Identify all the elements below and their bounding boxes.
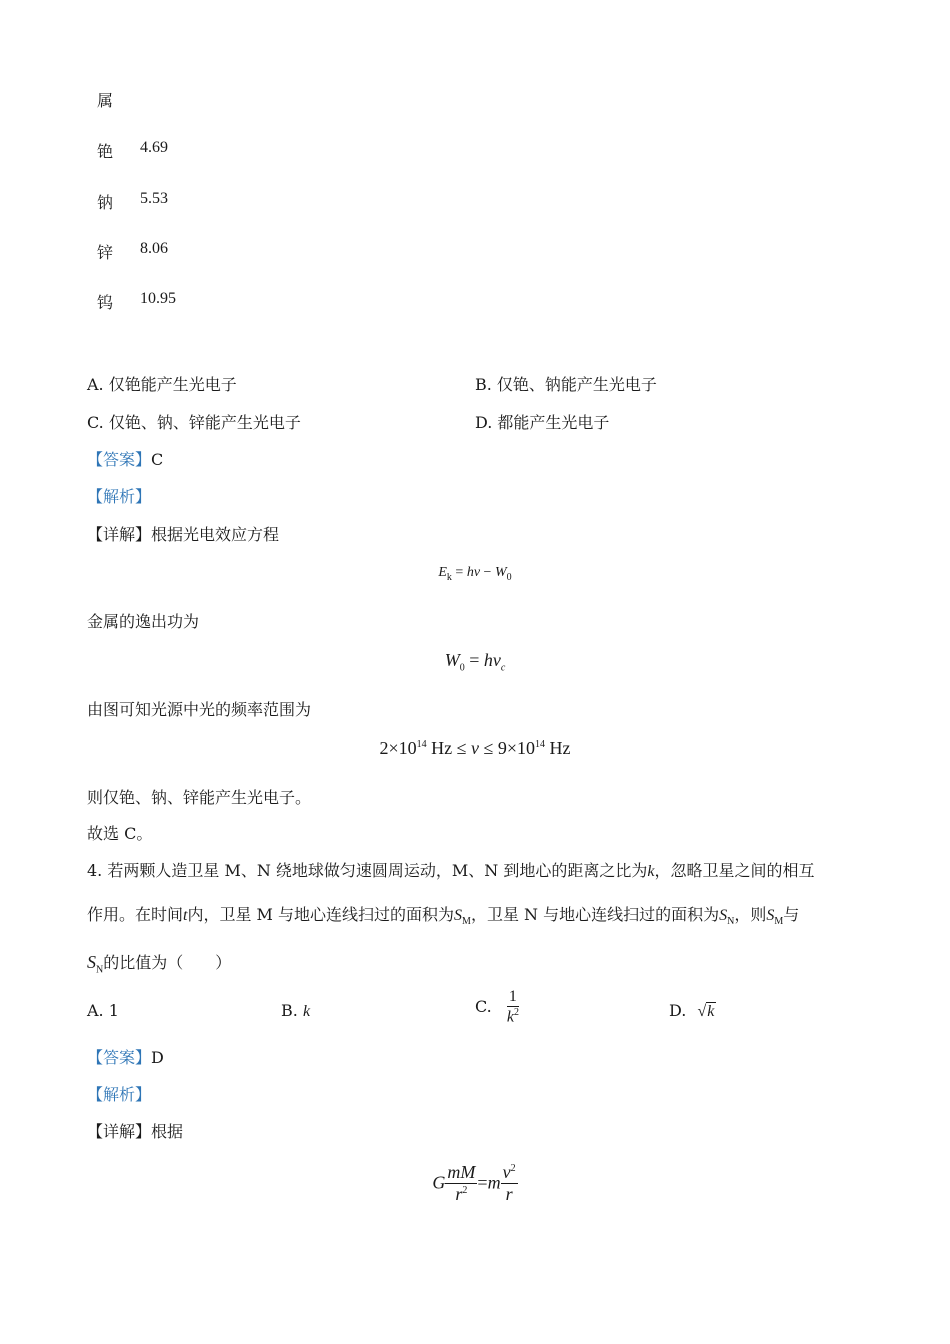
q4-stem-text: ，卫星 N 与地心连线扫过的面积为 [470, 905, 720, 924]
var-sm: $S_M$ [766, 907, 784, 928]
q3-detail [87, 522, 279, 545]
q4-detail [87, 1119, 183, 1142]
fraction-v2-over-r: $\frac{v^2}{r}$ [502, 1162, 516, 1204]
equation-work-function: $W_0 = h\nu_c$ [444, 650, 506, 674]
q4-stem-text: 内，卫星 M 与地心连线扫过的面积为 [187, 905, 455, 924]
option-label: D. [669, 1001, 687, 1020]
detail-text: 根据 [151, 1122, 184, 1141]
answer-tag: 【答案】 [87, 450, 152, 469]
detail-tag: 【详解】 [87, 525, 152, 544]
fraction-mM-over-r2: $\frac{mM}{r^2}$ [447, 1162, 476, 1204]
q3-analysis-tag: 【解析】 [87, 487, 152, 506]
table-row-value: 5.53 [140, 190, 168, 207]
q4-stem-text: 4. 若两颗人造卫星 M、N 绕地球做匀速圆周运动，M、N 到地心的距离之比为 [87, 861, 648, 880]
fraction-1-over-k2: $\frac{1}{k^2}$ [506, 988, 519, 1026]
q3-option-a: A. 仅铯能产生光电子 [87, 375, 237, 394]
sqrt-k: √k [697, 1003, 715, 1020]
q3-answer [87, 447, 163, 470]
q4-stem-text: 的比值为（ ） [103, 953, 232, 972]
equation-gravitation: G $\frac{mM}{r^2}$ =m $\frac{v^2}{r}$ [432, 1162, 516, 1204]
q4-stem-line3 [87, 950, 231, 976]
q4-option-d [669, 1001, 716, 1021]
answer-value: D [151, 1048, 164, 1067]
q3-line-frequency-range: 由图可知光源中光的频率范围为 [87, 700, 312, 719]
answer-value: C [151, 450, 164, 469]
var-k: k [302, 1003, 311, 1020]
equation-frequency-range: $2\times 10^{14}$ $Hz \le \nu \le 9\times 10^{14}$ Hz [379, 738, 571, 758]
option-label: B. [281, 1001, 298, 1020]
q4-option-b [281, 1001, 310, 1021]
q4-stem-text: ，则 [734, 905, 767, 924]
q4-stem-line2 [87, 902, 799, 927]
q4-stem-text: ，忽略卫星之间的相互 [654, 861, 815, 880]
var-sn: $S_N$ [719, 907, 735, 928]
q4-stem-line1 [87, 858, 815, 881]
table-row-metal: 钠 [97, 193, 114, 212]
table-header-fragment: 属 [97, 91, 114, 110]
table-row-value: 4.69 [140, 139, 168, 156]
q3-conclusion: 则仅铯、钠、锌能产生光电子。 [87, 788, 312, 807]
q3-option-d: D. 都能产生光电子 [475, 413, 610, 432]
q4-answer [87, 1045, 164, 1068]
var-sn: $S_N$ [87, 952, 104, 976]
table-row-value: 10.95 [140, 290, 176, 307]
table-row-metal: 铯 [97, 142, 114, 161]
q3-line-work-function: 金属的逸出功为 [87, 612, 200, 631]
q4-analysis-tag: 【解析】 [87, 1085, 152, 1104]
option-label: C. [475, 997, 492, 1017]
var-k: k [647, 863, 655, 880]
equation-photoelectric: $E_k = h\nu - W_0$ [438, 565, 512, 583]
detail-tag: 【详解】 [87, 1122, 152, 1141]
table-row-metal: 钨 [97, 293, 114, 312]
var-sm: $S_M$ [454, 907, 471, 928]
q4-stem-text: 与 [783, 905, 800, 924]
table-row-value: 8.06 [140, 240, 168, 257]
table-row-metal: 锌 [97, 243, 114, 262]
q4-option-c [475, 988, 521, 1027]
q4-stem-text: 作用。在时间 [87, 905, 184, 924]
detail-text: 根据光电效应方程 [151, 525, 280, 544]
q3-choice: 故选 C。 [87, 824, 153, 843]
q3-option-c: C. 仅铯、钠、锌能产生光电子 [87, 413, 301, 432]
answer-tag: 【答案】 [87, 1048, 152, 1067]
q3-option-b: B. 仅铯、钠能产生光电子 [475, 375, 657, 394]
var-t: t [183, 907, 188, 924]
q4-option-a: A. 1 [87, 1001, 119, 1020]
